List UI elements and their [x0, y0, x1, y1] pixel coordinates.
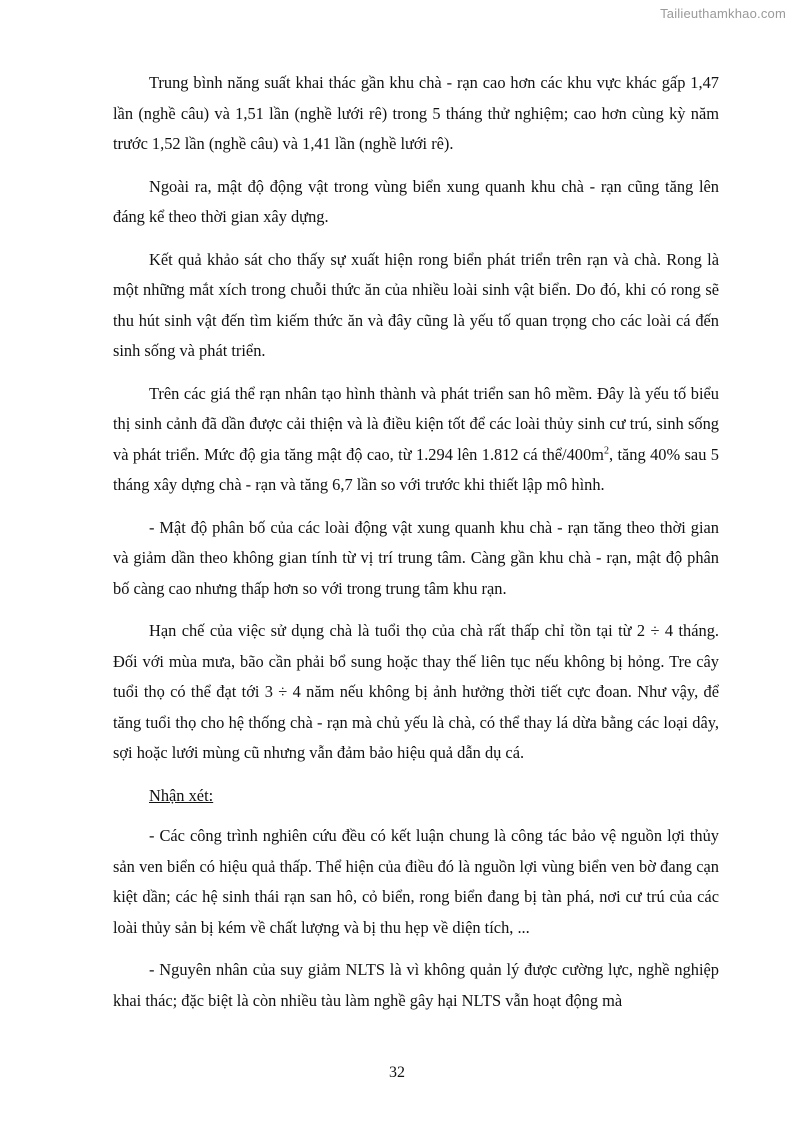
paragraph-animal-density: Ngoài ra, mật độ động vật trong vùng biển xung quanh khu chà - rạn cũng tăng lên đáng kể theo thời gian xây dựng.	[113, 176, 719, 226]
watermark-text: Tailieuthamkhao.com	[660, 6, 786, 21]
section-heading	[113, 781, 719, 812]
document-body	[113, 68, 719, 1028]
paragraph-soft-coral	[113, 379, 719, 501]
paragraph-seaweed: Kết quả khảo sát cho thấy sự xuất hiện rong biển phát triển trên rạn và chà. Rong là một những mắt xích trong chuỗi thức ăn của nhiều loài sinh vật biển. Do đó, khi có rong sẽ thu hút sinh vật đến tìm kiếm thức ăn và đây cũng là yếu tố quan trọng cho các loài cá đến sinh sống và phát triển.	[113, 249, 719, 360]
paragraph-limitations: Hạn chế của việc sử dụng chà là tuổi thọ của chà rất thấp chỉ tồn tại từ 2 ÷ 4 tháng. Đối với mùa mưa, bão cần phải bổ sung hoặc thay thế liên tục nếu không bị hỏng. Tre cây tuổi thọ có thể đạt tới 3 ÷ 4 năm nếu không bị ảnh hưởng thời tiết cực đoan. Như vậy, để tăng tuổi thọ cho hệ thống chà - rạn mà chủ yếu là chà, có thể thay lá dừa bằng các loại dây, sợi hoặc lưới mùng cũ nhưng vẫn đảm bảo hiệu quả dẫn dụ cá.	[113, 621, 719, 762]
paragraph-conclusion-2: - Nguyên nhân của suy giảm NLTS là vì không quản lý được cường lực, nghề nghiệp khai thác; đặc biệt là còn nhiều tàu làm nghề gây hại NLTS vẫn hoạt động mà	[113, 960, 719, 1010]
paragraph-productivity: Trung bình năng suất khai thác gần khu chà - rạn cao hơn các khu vực khác gấp 1,47 lần (nghề câu) và 1,51 lần (nghề lưới rê) trong 5 tháng thử nghiệm; cao hơn cùng kỳ năm trước 1,52 lần (nghề câu) và 1,41 lần (nghề lưới rê).	[113, 73, 719, 153]
square-meter-superscript: 2	[603, 445, 609, 457]
soft-coral-text-start: Trên các giá thể rạn nhân tạo hình thành và phát triển san hô mềm. Đây là yếu tố biểu thị sinh cảnh đã dần được cải thiện và là điều kiện tốt để các loài thủy sinh cư trú, sinh sống và phát triển. Mức độ gia tăng mật độ cao, từ 1.294 lên 1.812 cá thể/400m	[113, 383, 719, 464]
page-number: 32	[389, 1064, 405, 1081]
paragraph-conclusion-1: - Các công trình nghiên cứu đều có kết luận chung là công tác bảo vệ nguồn lợi thủy sản ven biển có hiệu quả thấp. Thể hiện của điều đó là nguồn lợi vùng biển ven bờ đang cạn kiệt dần; các hệ sinh thái rạn san hô, cỏ biển, rong biển đang bị tàn phá, nơi cư trú của các loài thủy sản bị kém về chất lượng và bị thu hẹp về diện tích, ...	[113, 826, 719, 937]
paragraph-distribution: - Mật độ phân bố của các loài động vật xung quanh khu chà - rạn tăng theo thời gian và giảm dần theo không gian tính từ vị trí trung tâm. Càng gần khu chà - rạn, mật độ phân bố càng cao nhưng thấp hơn so với trong trung tâm khu rạn.	[113, 517, 719, 598]
soft-coral-text-end: , tăng 40% sau 5 tháng xây dựng chà - rạn và tăng 6,7 lần so với trước khi thiết lập mô hình.	[113, 444, 720, 494]
heading-nhan-xet: Nhận xét:	[149, 785, 214, 805]
